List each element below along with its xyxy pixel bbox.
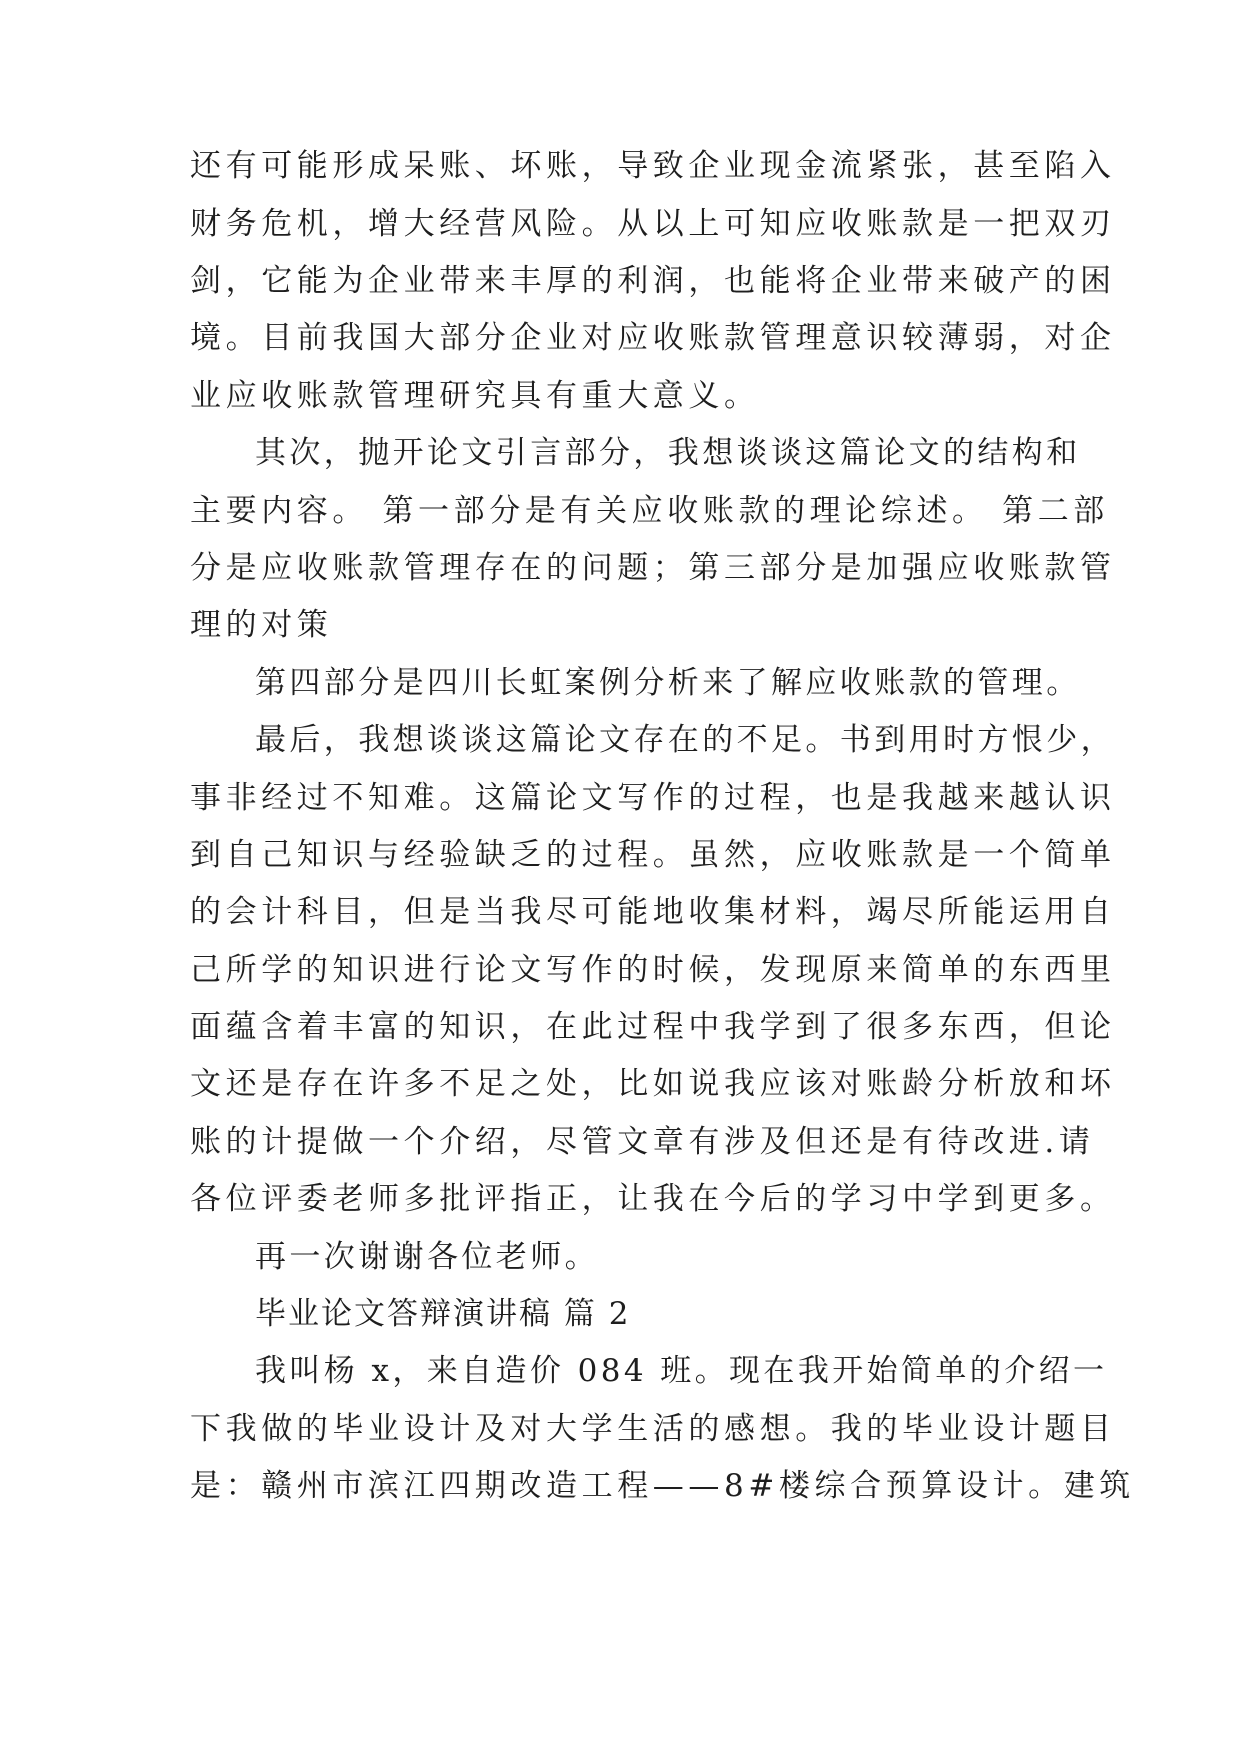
- text-line: 文还是存在许多不足之处，比如说我应该对账龄分析放和坏: [190, 1066, 1116, 1102]
- paragraph-start-line: 其次，抛开论文引言部分，我想谈谈这篇论文的结构和: [255, 435, 1081, 471]
- text-line: 分是应收账款管理存在的问题；第三部分是加强应收账款管: [190, 550, 1116, 586]
- text-line: 是：赣州市滨江四期改造工程——8#楼综合预算设计。建筑: [190, 1468, 1135, 1504]
- text-line: 还有可能形成呆账、坏账，导致企业现金流紧张，甚至陷入: [190, 148, 1116, 184]
- paragraph-start-line: 第四部分是四川长虹案例分析来了解应收账款的管理。: [255, 665, 1081, 701]
- text-line: 下我做的毕业设计及对大学生活的感想。我的毕业设计题目: [190, 1411, 1116, 1447]
- text-line: 境。目前我国大部分企业对应收账款管理意识较薄弱，对企: [190, 320, 1116, 356]
- text-line: 业应收账款管理研究具有重大意义。: [190, 378, 760, 414]
- text-line: 己所学的知识进行论文写作的时候，发现原来简单的东西里: [190, 952, 1116, 988]
- text-line: 各位评委老师多批评指正，让我在今后的学习中学到更多。: [190, 1181, 1116, 1217]
- paragraph-start-line: 我叫杨 x，来自造价 084 班。现在我开始简单的介绍一: [255, 1353, 1108, 1389]
- text-line: 剑，它能为企业带来丰厚的利润，也能将企业带来破产的困: [190, 263, 1116, 299]
- text-line: 到自己知识与经验缺乏的过程。虽然，应收账款是一个简单: [190, 837, 1116, 873]
- text-line: 的会计科目，但是当我尽可能地收集材料，竭尽所能运用自: [190, 894, 1116, 930]
- paragraph-start-line: 再一次谢谢各位老师。: [255, 1239, 599, 1275]
- text-line: 主要内容。 第一部分是有关应收账款的理论综述。 第二部: [190, 493, 1109, 529]
- text-line: 事非经过不知难。这篇论文写作的过程，也是我越来越认识: [190, 780, 1116, 816]
- text-line: 面蕴含着丰富的知识，在此过程中我学到了很多东西，但论: [190, 1009, 1116, 1045]
- text-line: 财务危机，增大经营风险。从以上可知应收账款是一把双刃: [190, 206, 1116, 242]
- text-line: 账的计提做一个介绍，尽管文章有涉及但还是有待改进.请: [190, 1124, 1095, 1160]
- paragraph-start-line: 最后，我想谈谈这篇论文存在的不足。书到用时方恨少，: [255, 722, 1115, 758]
- text-line: 理的对策: [190, 607, 333, 643]
- section-heading: 毕业论文答辩演讲稿 篇 2: [255, 1296, 631, 1332]
